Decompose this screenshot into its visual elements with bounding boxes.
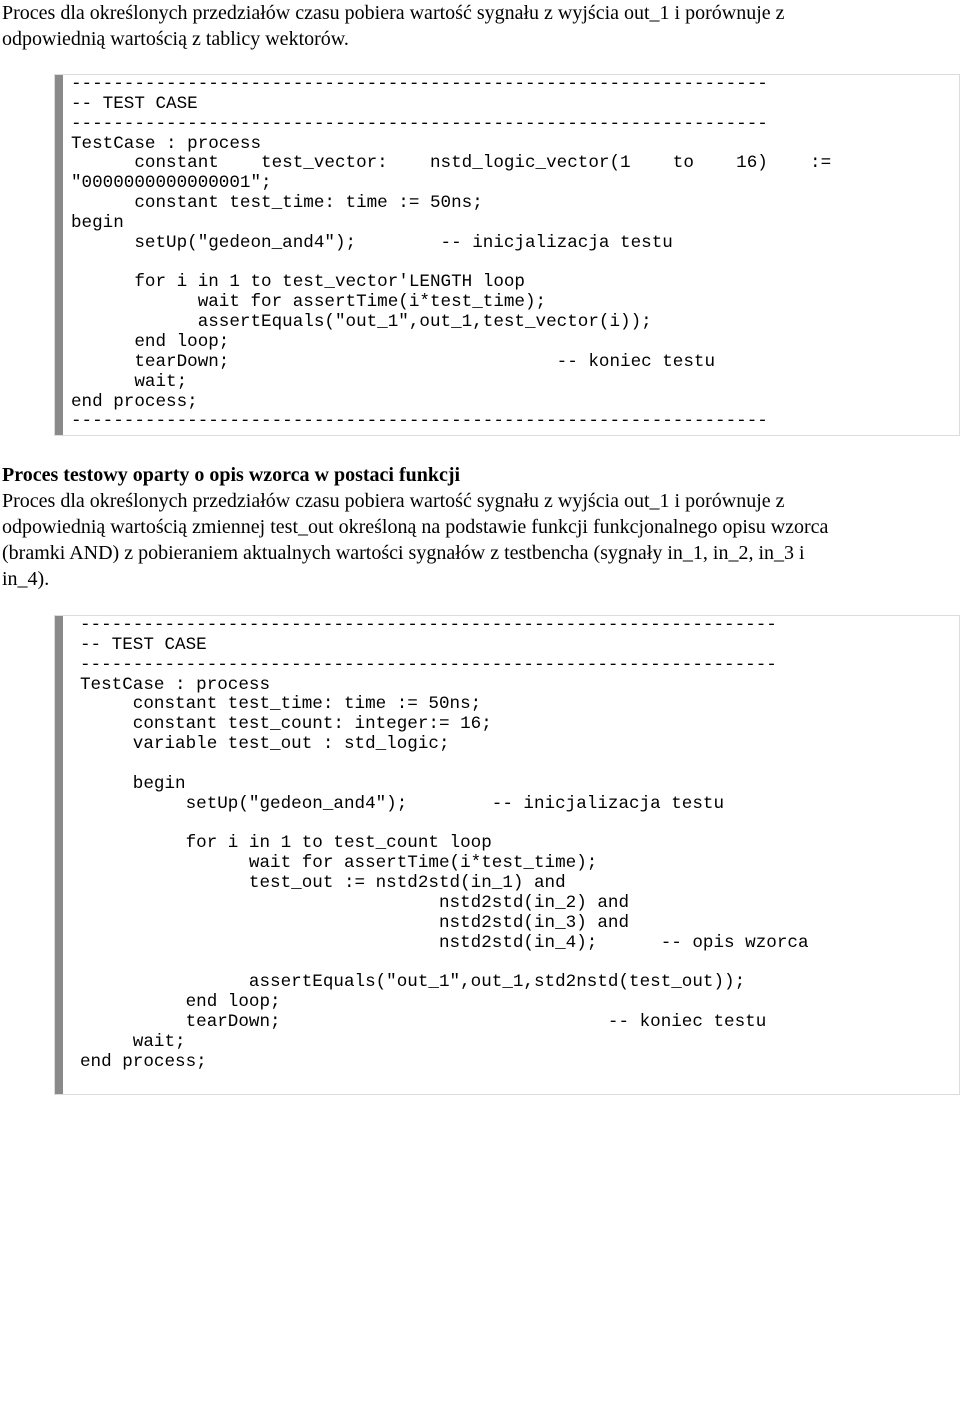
code-line: tearDown; -- koniec testu	[71, 351, 716, 372]
code-line: constant test_vector: nstd_logic_vector(1 to 16) :=	[71, 153, 832, 174]
code-line: TestCase : process	[71, 133, 262, 154]
code-line: wait for assertTime(i*test_time);	[71, 292, 547, 313]
code-line: begin	[80, 773, 186, 794]
code-line: wait;	[80, 1031, 186, 1052]
code-line: nstd2std(in_3) and	[80, 912, 630, 933]
code-line	[80, 814, 809, 834]
code-line: for i in 1 to test_vector'LENGTH loop	[71, 272, 525, 293]
code-line: -- TEST CASE	[71, 93, 198, 114]
code-line: tearDown; -- koniec testu	[80, 1011, 767, 1032]
code-line: nstd2std(in_4); -- opis wzorca	[80, 932, 809, 953]
code-line: setUp("gedeon_and4"); -- inicjalizacja testu	[80, 793, 725, 814]
intro-line-1: Proces dla określonych przedziałów czasu pobiera wartość sygnału z wyjścia out_1 i porównuje z	[2, 2, 785, 24]
code-line: assertEquals("out_1",out_1,std2nstd(test_out));	[80, 972, 746, 993]
code-block-1-text	[71, 75, 831, 432]
code-line: begin	[71, 212, 124, 233]
intro-paragraph	[2, 0, 958, 52]
section-paragraph	[2, 488, 958, 592]
section-paragraph-line-3: (bramki AND) z pobieraniem aktualnych wartości sygnałów z testbencha (sygnały in_1, in_2, in_3 i	[2, 542, 805, 564]
code-line: -- TEST CASE	[80, 634, 207, 655]
code-line: variable test_out : std_logic;	[80, 734, 450, 755]
code-line	[80, 755, 809, 775]
code-line: constant test_time: time := 50ns;	[71, 193, 483, 214]
code-line: for i in 1 to test_count loop	[80, 833, 492, 854]
code-line: wait;	[71, 371, 188, 392]
intro-line-2: odpowiednią wartością z tablicy wektorów.	[2, 28, 349, 50]
code-line: setUp("gedeon_and4"); -- inicjalizacja testu	[71, 232, 673, 253]
code-line: ------------------------------------------------------------------	[71, 411, 768, 432]
code-line: ------------------------------------------------------------------	[80, 615, 777, 635]
code-line: end loop;	[80, 992, 281, 1013]
code-line: end loop;	[71, 331, 230, 352]
code-line	[71, 254, 831, 274]
code-block-2-bar	[55, 616, 63, 1094]
code-line: ------------------------------------------------------------------	[71, 113, 768, 134]
code-line: "0000000000000001";	[71, 173, 272, 194]
code-line: constant test_time: time := 50ns;	[80, 694, 482, 715]
code-block-1-bar	[55, 75, 63, 435]
code-block-2-text	[80, 616, 809, 1072]
code-line: assertEquals("out_1",out_1,test_vector(i));	[71, 312, 652, 333]
section-heading: Proces testowy oparty o opis wzorca w postaci funkcji	[2, 464, 461, 486]
code-line: end process;	[80, 1051, 207, 1072]
section-paragraph-line-2: odpowiednią wartością zmiennej test_out określoną na podstawie funkcji funkcjonalnego opisu wzorca	[2, 516, 829, 538]
code-line: nstd2std(in_2) and	[80, 892, 630, 913]
code-line: test_out := nstd2std(in_1) and	[80, 872, 566, 893]
code-line: ------------------------------------------------------------------	[71, 74, 768, 94]
code-line: ------------------------------------------------------------------	[80, 654, 777, 675]
code-line	[80, 953, 809, 973]
code-line: TestCase : process	[80, 674, 271, 695]
section-paragraph-line-1: Proces dla określonych przedziałów czasu pobiera wartość sygnału z wyjścia out_1 i porównuje z	[2, 490, 785, 512]
code-line: end process;	[71, 391, 198, 412]
code-line: wait for assertTime(i*test_time);	[80, 853, 598, 874]
code-line: constant test_count: integer:= 16;	[80, 714, 492, 735]
section-paragraph-line-4: in_4).	[2, 568, 50, 590]
